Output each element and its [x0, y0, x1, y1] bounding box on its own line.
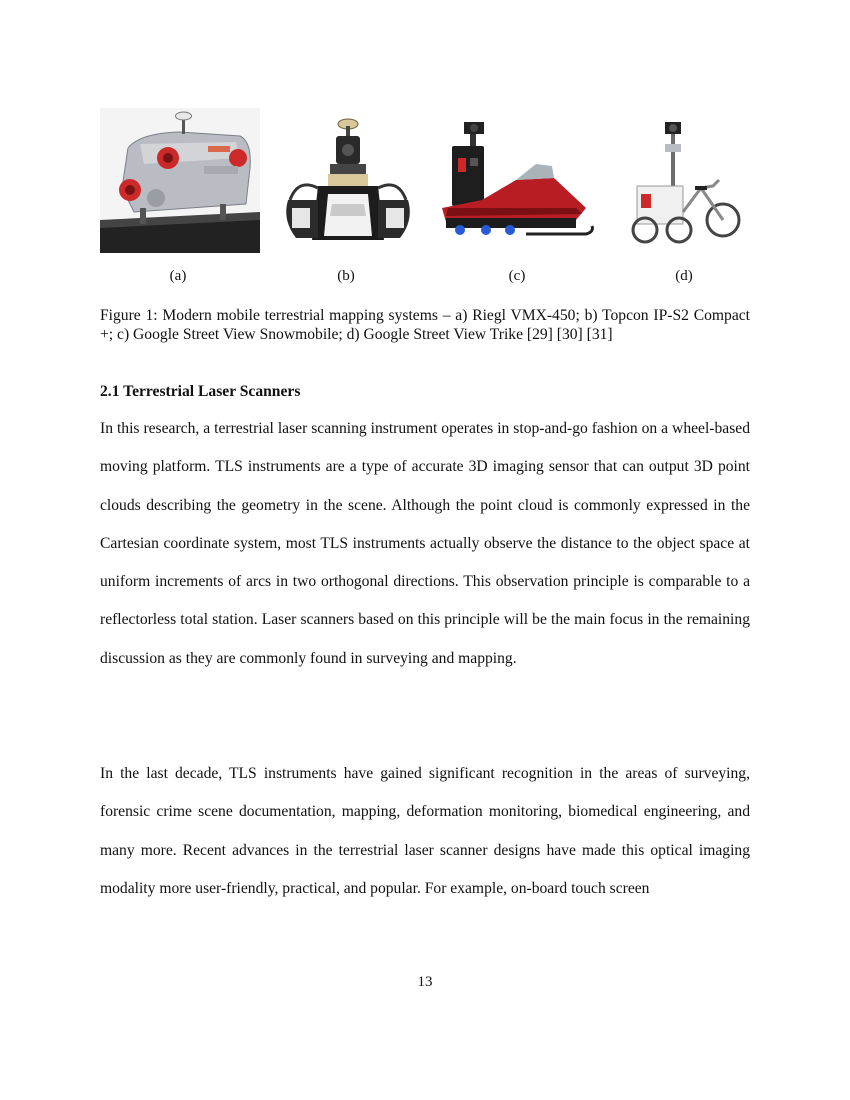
riegl-vmx-450-photo [100, 108, 260, 253]
subfigure-label-c: (c) [508, 268, 526, 284]
subfigure-label-d: (d) [675, 268, 693, 284]
subfigure-label-b: (b) [337, 268, 355, 284]
body-paragraph: In this research, a terrestrial laser scanning instrument operates in stop-and-go fashion on a wheel-based moving platform. TLS instruments are a type of accurate 3D imaging sensor that can output 3D point clouds describing the geometry in the scene. Although the point cloud is commonly expressed in the Cartesian coordinate system, most TLS instruments actually observe the distance to the object space at uniform increments of arcs in two orthogonal directions. This observation principle is comparable to a reflectorless total station. Laser scanners based on this principle will be the main focus in the remaining discussion as they are commonly found in surveying and mapping. [100, 420, 750, 667]
topcon-ip-s2-photo [278, 108, 418, 253]
page-number: 13 [417, 974, 433, 990]
subfigure-label-a: (a) [169, 268, 187, 284]
section-heading: 2.1 Terrestrial Laser Scanners [100, 383, 301, 400]
body-paragraph: In the last decade, TLS instruments have gained significant recognition in the areas of surveying, forensic crime scene documentation, mapping, deformation monitoring, biomedical engineering, and many more. Recent advances in the terrestrial laser scanner designs have made this optical imaging modality more user-friendly, practical, and popular. For example, on-board touch screen [100, 765, 750, 897]
street-view-trike-photo [615, 108, 747, 253]
street-view-snowmobile-photo [436, 108, 596, 253]
figure-caption: Figure 1: Modern mobile terrestrial mapping systems – a) Riegl VMX-450; b) Topcon IP-S2 Compact +; c) Google Street View Snowmobile; d) Google Street View Trike [29] [30] [31] [100, 307, 750, 343]
